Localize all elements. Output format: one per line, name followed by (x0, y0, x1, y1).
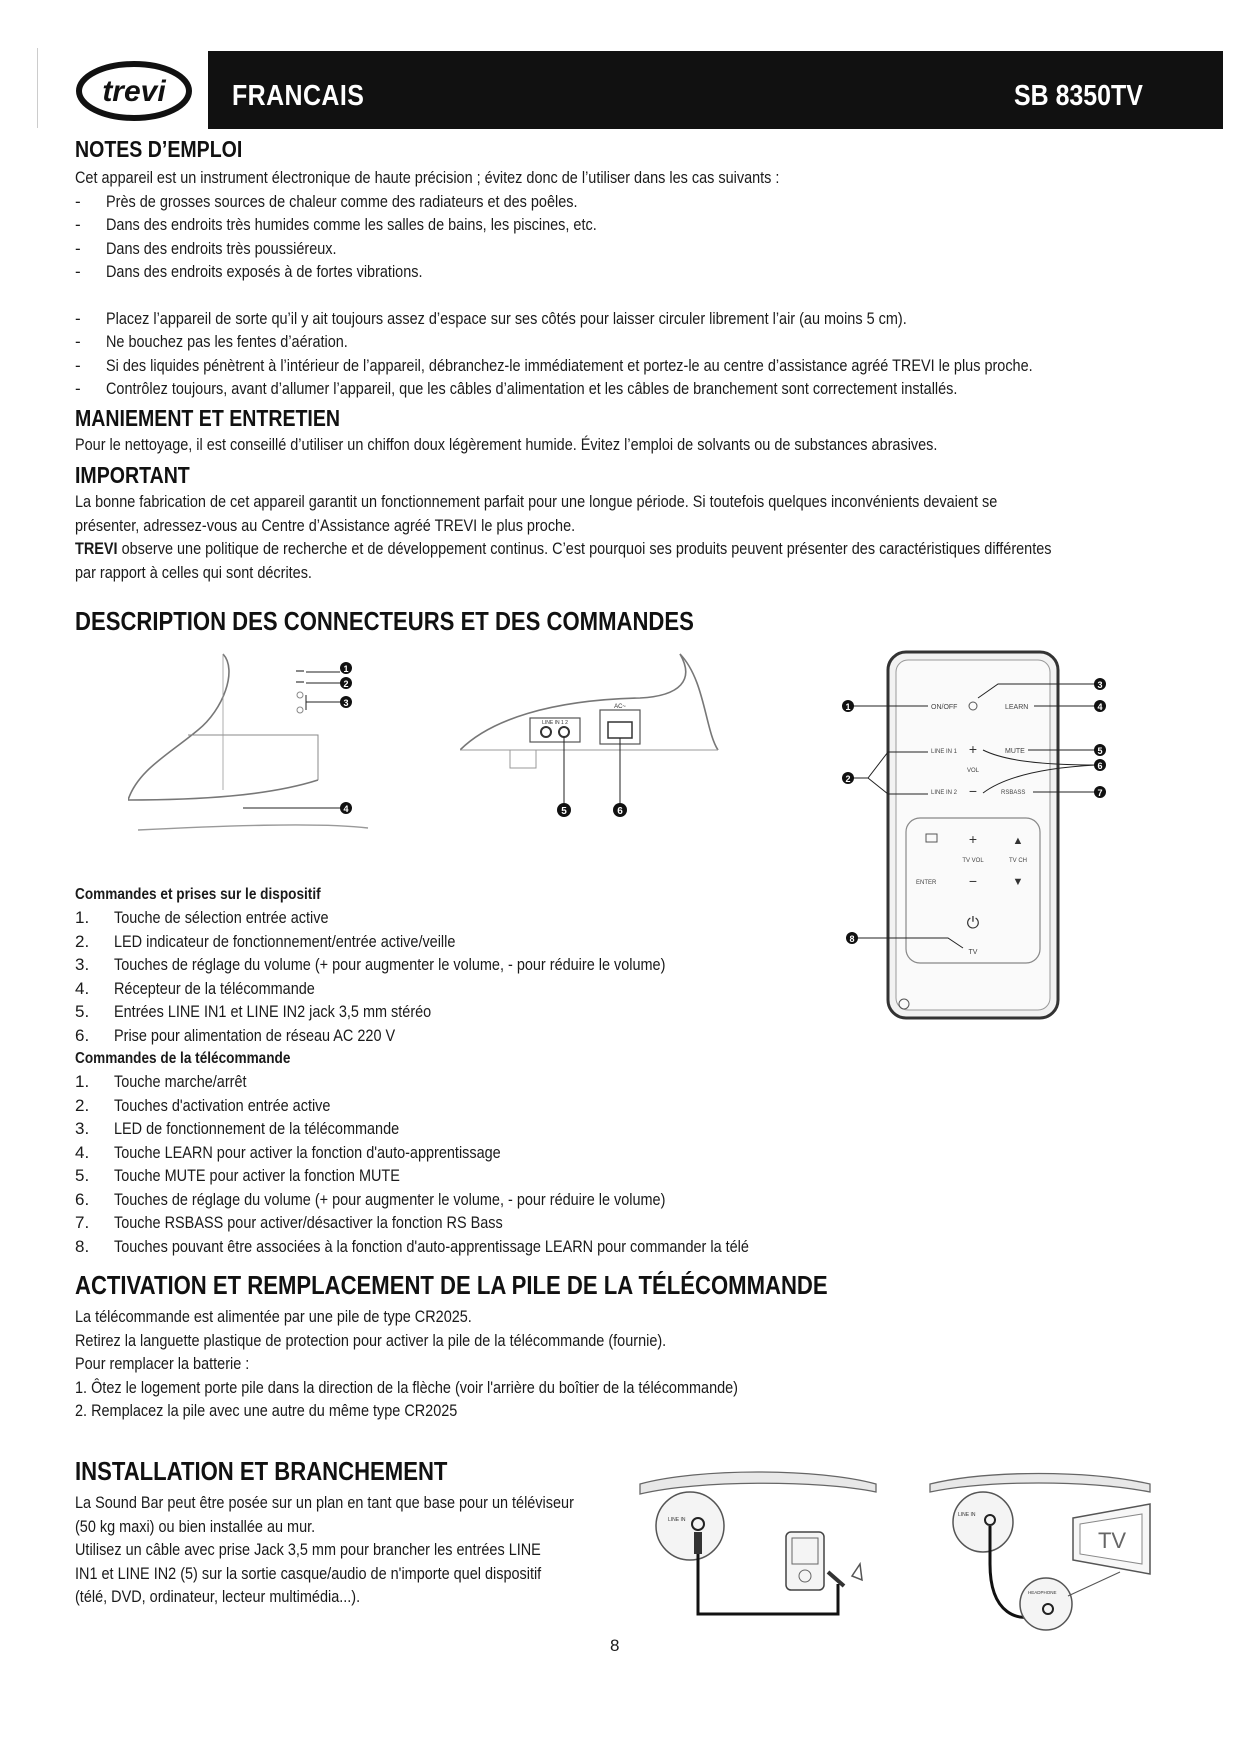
remote-ch-up: ▲ (1012, 835, 1024, 847)
remote-callout-8: 8 (849, 934, 855, 944)
installation-section (75, 1456, 675, 1609)
remote-linein1-label: LINE IN 1 (931, 749, 958, 755)
remote-vol-plus: + (968, 741, 978, 757)
list-item: - Dans des endroits très poussiéreux. (75, 238, 337, 258)
installation-title: INSTALLATION ET BRANCHEMENT (75, 1456, 448, 1486)
remote-commands-title: Commandes de la télécommande (75, 1050, 291, 1067)
remote-tv-power-icon: ⏻ (966, 915, 980, 932)
important-text-1b: présenter, adressez-vous au Centre d’Assistance agréé TREVI le plus proche. (75, 515, 576, 535)
device-side-figure (128, 650, 388, 840)
battery-title: ACTIVATION ET REMPLACEMENT DE LA PILE DE LA TÉLÉCOMMANDE (75, 1270, 828, 1300)
callout-1: 1 (343, 664, 349, 674)
installation-line: (télé, DVD, ordinateur, lecteur multimédia...). (75, 1587, 361, 1606)
important-brand: TREVI (75, 539, 118, 558)
list-item: 5. Entrées LINE IN1 et LINE IN2 jack 3,5 mm stéréo (75, 1002, 432, 1021)
commands-section (75, 883, 875, 1258)
list-item: - Dans des endroits exposés à de fortes vibrations. (75, 262, 423, 281)
callout-6: 6 (617, 806, 623, 817)
list-item: 4. Touche LEARN pour activer la fonction d'auto-apprentissage (75, 1142, 501, 1162)
list-item: - Placez l’appareil de sorte qu’il y ait toujours assez d’espace sur ses côtés pour laisser circuler librement l’air (au moins 5 cm). (75, 308, 907, 328)
panel-line-label: LINE IN 1 2 (542, 720, 568, 726)
page-margin-line (37, 48, 38, 128)
remote-rsbass-label: RSBASS (1001, 790, 1026, 796)
list-item: 4. Récepteur de la télécommande (75, 978, 315, 998)
remote-enter-label: ENTER (916, 880, 937, 886)
remote-mute-label: MUTE (1005, 748, 1025, 755)
installation-line: IN1 et LINE IN2 (5) sur la sortie casque/audio de n'importe quel dispositif (75, 1563, 542, 1583)
remote-tv-label: TV (968, 949, 978, 956)
remote-onoff-label: ON/OFF (931, 704, 958, 711)
remote-tvch-label: TV CH (1009, 858, 1027, 864)
header-language: FRANCAIS (232, 80, 365, 112)
headphone-label: HEADPHONE (1028, 1590, 1057, 1595)
callout-4: 4 (343, 804, 349, 814)
remote-learn-label: LEARN (1005, 704, 1029, 711)
panel-ac-label: AC~ (614, 704, 626, 710)
device-commands-list (75, 906, 875, 1047)
remote-vol-minus: − (968, 783, 978, 799)
battery-line: La télécommande est alimentée par une pile de type CR2025. (75, 1307, 472, 1326)
battery-section (75, 1270, 1075, 1423)
remote-callout-4: 4 (1097, 702, 1103, 712)
list-item: 5. Touche MUTE pour activer la fonction MUTE (75, 1166, 400, 1185)
trevi-logo (75, 60, 193, 122)
line-in-label: LINE IN (668, 1517, 686, 1523)
list-item: - Ne bouchez pas les fentes d’aération. (75, 332, 348, 351)
list-item: 1. Touche de sélection entrée active (75, 908, 329, 927)
remote-control-figure (838, 648, 1110, 1028)
connection-tv-figure (928, 1464, 1168, 1639)
battery-line: Pour remplacer la batterie : (75, 1354, 250, 1373)
battery-line: 2. Remplacez la pile avec une autre du même type CR2025 (75, 1401, 458, 1420)
remote-commands-list (75, 1070, 875, 1258)
notes-advice-list (75, 307, 1165, 401)
maintenance-text: Pour le nettoyage, il est conseillé d’utiliser un chiffon doux légèrement humide. Évitez l’emploi de solvants ou de substances abrasives. (75, 434, 938, 454)
list-item: 3. Touches de réglage du volume (+ pour augmenter le volume, - pour réduire le volume) (75, 955, 666, 974)
notes-avoid-list (75, 190, 1165, 284)
page-number: 8 (610, 1636, 620, 1655)
remote-callout-3: 3 (1097, 680, 1103, 690)
important-text-2a: TREVI observe une politique de recherche et de développement continus. C’est pourquoi ses produits peuvent présenter des caractéristiques différentes (75, 539, 1052, 558)
device-commands-title: Commandes et prises sur le dispositif (75, 886, 321, 903)
installation-line: La Sound Bar peut être posée sur un plan en tant que base pour un téléviseur (75, 1493, 574, 1512)
connection-player-figure (638, 1464, 888, 1634)
remote-callout-5: 5 (1097, 746, 1103, 756)
remote-callout-1: 1 (845, 702, 851, 712)
list-item: 2. Touches d'activation entrée active (75, 1095, 331, 1115)
logo-text: trevi (102, 75, 166, 108)
notes-title: NOTES D’EMPLOI (75, 136, 243, 162)
remote-tvvol-minus: − (968, 873, 978, 889)
callout-5: 5 (561, 806, 567, 817)
list-item: 3. LED de fonctionnement de la télécommande (75, 1119, 400, 1138)
header-model: SB 8350TV (1014, 80, 1143, 112)
callout-3: 3 (343, 698, 349, 708)
remote-vol-label: VOL (966, 768, 980, 774)
installation-line: (50 kg maxi) ou bien installée au mur. (75, 1516, 316, 1536)
remote-tvvol-plus: + (968, 831, 978, 847)
list-item: 1. Touche marche/arrêt (75, 1072, 247, 1091)
list-item: 7. Touche RSBASS pour activer/désactiver la fonction RS Bass (75, 1213, 503, 1232)
list-item: 6. Prise pour alimentation de réseau AC 220 V (75, 1025, 396, 1045)
list-item: 8. Touches pouvant être associées à la fonction d'auto-apprentissage LEARN pour commander la télé (75, 1236, 749, 1256)
remote-linein2-label: LINE IN 2 (931, 790, 958, 796)
list-item: - Près de grosses sources de chaleur comme des radiateurs et des poêles. (75, 191, 578, 211)
notes-intro: Cet appareil est un instrument électronique de haute précision ; évitez donc de l’utiliser dans les cas suivants : (75, 168, 780, 187)
list-item: - Si des liquides pénètrent à l’intérieur de l’appareil, débranchez-le immédiatement et portez-le au centre d’assistance agréé TREVI le plus proche. (75, 355, 1033, 375)
list-item: 6. Touches de réglage du volume (+ pour augmenter le volume, - pour réduire le volume) (75, 1189, 666, 1209)
installation-line: Utilisez un câble avec prise Jack 3,5 mm pour brancher les entrées LINE (75, 1540, 541, 1559)
list-item: 2. LED indicateur de fonctionnement/entrée active/veille (75, 931, 456, 951)
description-title: DESCRIPTION DES CONNECTEURS ET DES COMMANDES (75, 606, 694, 636)
remote-ch-down: ▼ (1012, 876, 1024, 888)
remote-callout-2: 2 (845, 774, 851, 784)
battery-line: Retirez la languette plastique de protection pour activer la pile de la télécommande (fournie). (75, 1330, 667, 1350)
tv-screen-label: TV (1097, 1528, 1127, 1553)
maintenance-title: MANIEMENT ET ENTRETIEN (75, 404, 341, 431)
list-item: - Contrôlez toujours, avant d’allumer l’appareil, que les câbles d’alimentation et les câbles de branchement sont correctement installés. (75, 379, 958, 398)
device-back-figure (460, 650, 730, 830)
battery-line: 1. Ôtez le logement porte pile dans la direction de la flèche (voir l'arrière du boîtier de la télécommande) (75, 1377, 738, 1397)
remote-callout-7: 7 (1097, 788, 1103, 798)
callout-2: 2 (343, 679, 349, 689)
line-in-label-2: LINE IN (958, 1512, 976, 1518)
important-title: IMPORTANT (75, 462, 190, 488)
page-content (75, 134, 1165, 637)
important-text-1a: La bonne fabrication de cet appareil garantit un fonctionnement parfait pour une longue période. Si toutefois quelques inconvénients devaient se (75, 492, 998, 511)
list-item: - Dans des endroits très humides comme les salles de bains, les piscines, etc. (75, 215, 597, 234)
remote-tvvol-label: TV VOL (962, 858, 984, 864)
important-text-2b: par rapport à celles qui sont décrites. (75, 562, 312, 582)
remote-callout-6: 6 (1097, 761, 1103, 771)
